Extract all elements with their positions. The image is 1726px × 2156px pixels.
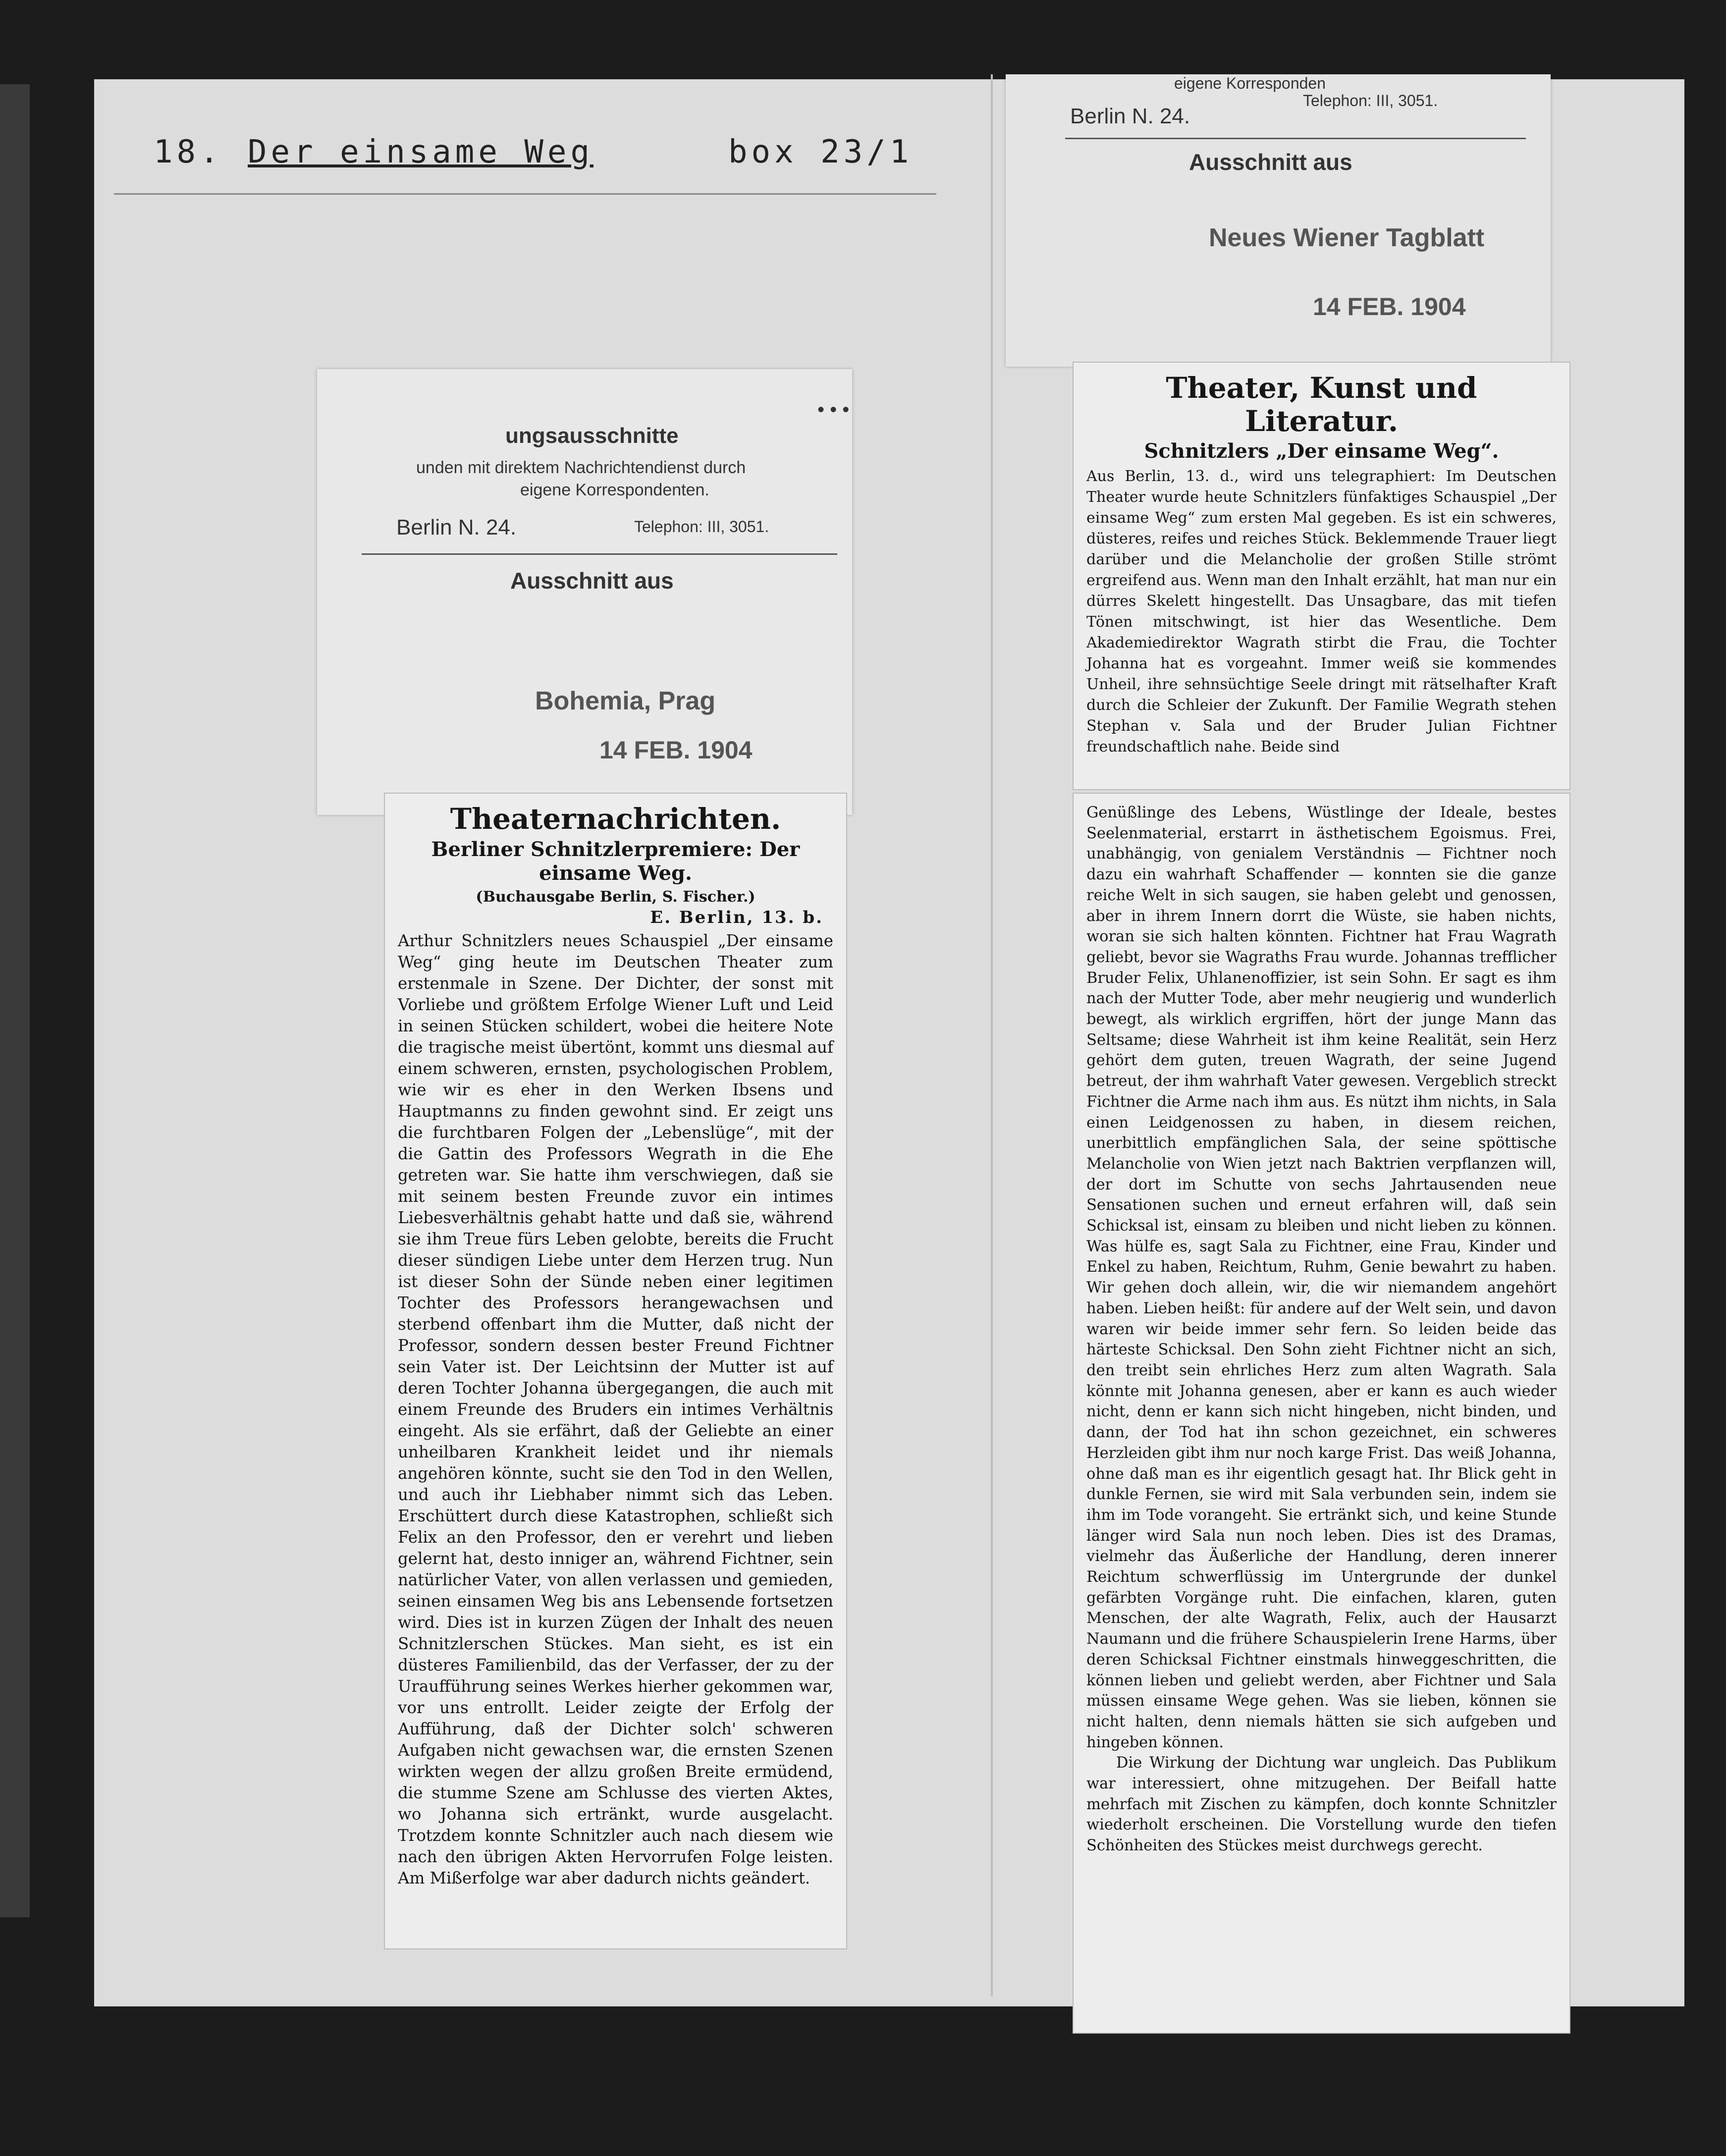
service-city: Berlin N. 24. (396, 515, 517, 539)
date-stamp: 14 FEB. 1904 (599, 736, 753, 764)
folder-number: 18. (154, 134, 223, 170)
newspaper-name: Bohemia, Prag (535, 687, 716, 715)
clipping-body-right-2: Genüßlinge des Lebens, Wüstlinge der Ideale, bestes Seelenmaterial, erstarrt in ästhetischem Egoismus. Frei, unabhängig, von genialem Verständnis — Fichtner noch dazu ein wahrhaft Schaffender — konnten sie die ganze reiche Welt in sich saugen, sie haben gelebt und genossen, aber in ihrem Innern dorrt die Wüste, sie haben nichts, woran sie sich halten könnten. Fichtner hat Frau Wagrath geliebt, bevor sie Wagraths Frau wurde. Johannas trefflicher Bruder Felix, Uhlanenoffizier, ist sein Sohn. Er sagt es ihm nach der Mutter Tode, aber mehr neugierig und wunderlich bewegt, als wirklich ergriffen, hört der junge Mann das Seltsame; diese Wahrheit ist ihm keine Realität, sein Herz gehört dem guten, treuen Wagrath, der seine Jugend betreut, der ihm wahrhaft Vater gewesen. Vergeblich streckt Fichtner die Arme nach ihm aus. Es nützt ihm nichts, in Sala einen Leidgenossen zu haben, in diesem reichen, unerbittlich empfänglichen Sala, der seine spöttische Melancholie von Wien jetzt nach Baktrien verpflanzen will, der dort im Schutte von sechs Jahrtausenden neue Sensationen suchen und erneut erfahren will, daß sein Schicksal ist, einsam zu bleiben und nicht lieben zu können. Was hülfe es, sagt Sala zu Fichtner, eine Frau, Kinder und Enkel zu haben, Reichtum, Ruhm, Genie bewahrt zu haben. Wir gehen doch allein, wir, die wir niemandem angehört haben. Lieben heißt: für andere auf der Welt sein, und davon waren wir beide immer sehr fern. So leiden beide das härteste Schicksal. Den Sohn zieht Fichtner nicht an sich, den treibt sein ehrliches Herz zum alten Wagrath. Sala könnte mit Johanna genesen, aber er kann es auch wieder nicht, denn er kann sich nicht hingeben, nicht binden, und dann, der Tod hat ihn schon gezeichnet, ein schweres Herzleiden gibt ihm nur noch karge Frist. Das weiß Johanna, ohne daß man es ihr eigentlich gesagt hat. Ihr Blick geht in dunkle Fernen, sie wird mit Sala verbunden sein, indem sie ihm im Tode vorangeht. Sie ertränkt sich, und keine Stunde länger wird Sala nun noch leben. Dies ist des Dramas, vielmehr das Äußerliche der Handlung, deren innerer Reichtum schwerflüssig im Untergrunde der dunkel gefärbten Vorgänge ruht. Die einfachen, klaren, guten Menschen, der alte Wagrath, Felix, auch der Hausarzt Naumann und die frühere Schauspielerin Irene Harms, über deren Schicksal Fichtner einstmals hinweggeschritten, die können lieben und geliebt werden, aber Fichtner und Sala müssen einsame Wege gehen. Was sie lieben, können sie nicht halten, denn niemals hätten sie sich aufgeben und hingeben können. (1086, 804, 1557, 1751)
service-tagline-2: eigene Korrespondenten. (520, 481, 709, 499)
header-rule (114, 193, 936, 195)
newspaper-clipping-tagblatt-top (1073, 362, 1570, 790)
clipping-headline-right: Theater, Kunst und Literatur. (1166, 371, 1477, 438)
service-tagline: unden mit direktem Nachrichtendienst durch (416, 458, 746, 477)
date-stamp-right: 14 FEB. 1904 (1313, 293, 1466, 321)
newspaper-clipping-bohemia (384, 793, 847, 1949)
newspaper-name-right: Neues Wiener Tagblatt (1209, 223, 1485, 252)
clipping-note: (Buchausgabe Berlin, S. Fischer.) (476, 888, 755, 906)
clipping-subhead-right: Schnitzlers „Der einsame Weg“. (1144, 439, 1499, 463)
clipping-service-slip-right (1006, 74, 1551, 367)
folder-title: Der einsame Weg (248, 134, 593, 170)
clipping-service-slip-left (317, 369, 852, 815)
archive-header (114, 129, 926, 188)
ausschnitt-label-right: Ausschnitt aus (1189, 149, 1352, 175)
clipping-subhead: Berliner Schnitzlerpremiere: Der einsame Weg. (431, 837, 800, 885)
clipping-dateline: E. Berlin, 13. b. (650, 907, 823, 927)
clipping-body: Arthur Schnitzlers neues Schauspiel „Der einsame Weg“ ging heute im Deutschen Theater zum erstenmale in Szene. Der Dichter, der sonst mit Vorliebe und größtem Erfolge Wiener Luft und Leid in seinen Stücken schildert, wobei die heitere Note die tragische meist übertönt, kommt uns diesmal auf einem schweren, ernsten, psychologischen Problem, wie wir es eher in den Werken Ibsens und Hauptmanns zu finden gewohnt sind. Er zeigt uns die furchtbaren Folgen der „Lebenslüge“, mit der die Gattin des Professors Wegrath in die Ehe getreten war. Sie hatte ihm verschwiegen, daß sie mit seinem besten Freunde zuvor ein intimes Liebesverhältnis gehabt hatte und daß sie, während sie ihm Treue fürs Leben gelobte, bereits die Frucht dieser sündigen Liebe unter dem Herzen trug. Nun ist dieser Sohn der Sünde neben einer legitimen Tochter des Professors herangewachsen und sterbend offenbart ihm die Mutter, daß nicht der Professor, sondern dessen bester Freund Fichtner sein Vater ist. Der Leichtsinn der Mutter ist auf deren Tochter Johanna übergegangen, die auch mit einem Freunde des Bruders ein intimes Verhältnis eingeht. Als sie erfährt, daß der Geliebte an einer unheilbaren Krankheit leidet und ihr niemals angehören könnte, sucht sie den Tod in den Wellen, und auch ihr Liebhaber nimmt sich das Leben. Erschüttert durch diese Katastrophen, schließt sich Felix an den Professor, den er verehrt und lieben gelernt hat, desto inniger an, während Fichtner, sein natürlicher Vater, von allen verlassen und gemieden, seinen einsamen Weg bis ans Lebensende fortsetzen wird. Dies ist in kurzen Zügen der Inhalt des neuen Schnitzlerschen Stückes. Man sieht, es ist ein düsteres Familienbild, das der Verfasser, der zu der Uraufführung seines Werkes hierher gekommen war, vor uns entrollt. Leider zeigte der Erfolg der Aufführung, daß der Dichter solch' schweren Aufgaben nicht gewachsen war, die ernsten Szenen wirkten wegen der allzu großen Breite ermüdend, die stumme Szene am Schlusse des vierten Aktes, wo Johanna sich ertränkt, wurde ausgelacht. Trotzdem konnte Schnitzler auch nach diesem wie nach den übrigen Akten Hervorrufen Folge leisten. Am Mißerfolge war aber dadurch nichts geändert. (398, 931, 833, 1887)
service-name: ungsausschnitte (505, 424, 679, 448)
newspaper-clipping-tagblatt-bottom (1073, 793, 1570, 2034)
ausschnitt-label: Ausschnitt aus (510, 568, 674, 593)
adjacent-page-edge (0, 84, 30, 1917)
service-tagline-right: eigene Korresponden (1174, 74, 1326, 92)
box-label: box 23/1 (728, 134, 913, 170)
clipping-body-right-3: Die Wirkung der Dichtung war ungleich. Das Publikum war interessiert, ohne mitzugehen. Der Beifall hatte mehrfach mit Zischen zu kämpfen, doch konnte Schnitzler wiederholt erscheinen. Die Vorstellung wurde den tiefen Schönheiten des Stückes meist durchwegs gerecht. (1086, 1754, 1557, 1855)
service-city-right: Berlin N. 24. (1070, 104, 1190, 128)
sheet-fold (991, 74, 993, 1996)
service-phone-right: Telephon: III, 3051. (1303, 92, 1438, 109)
dots: • • • (817, 399, 850, 421)
service-phone: Telephon: III, 3051. (634, 518, 769, 536)
stamp-rule-right (1065, 138, 1526, 139)
clipping-headline: Theaternachrichten. (450, 802, 781, 836)
stamp-rule (362, 553, 837, 555)
clipping-body-right-1: Aus Berlin, 13. d., wird uns telegraphiert: Im Deutschen Theater wurde heute Schnitzlers fünfaktiges Schauspiel „Der einsame Weg“ zum ersten Mal gegeben. Es ist ein schweres, düsteres, reifes und reiches Stück. Beklemmende Trauer liegt darüber und die Melancholie der großen Stille strömt ergreifend aus. Wenn man den Inhalt erzählt, hat man nur ein dürres Skelett hingestellt. Das Unsagbare, das mit tiefen Tönen mitschwingt, ist hier das Wesentliche. Dem Akademiedirektor Wagrath stirbt die Frau, die Tochter Johanna hat es vorgeahnt. Immer weiß sie kommendes Unheil, ihre sehnsüchtige Seele dringt mit rätselhafter Kraft durch die Schleier der Zukunft. Der Familie Wegrath stehen Stephan v. Sala und der Bruder Julian Fichtner freundschaftlich nahe. Beide sind (1086, 468, 1557, 756)
